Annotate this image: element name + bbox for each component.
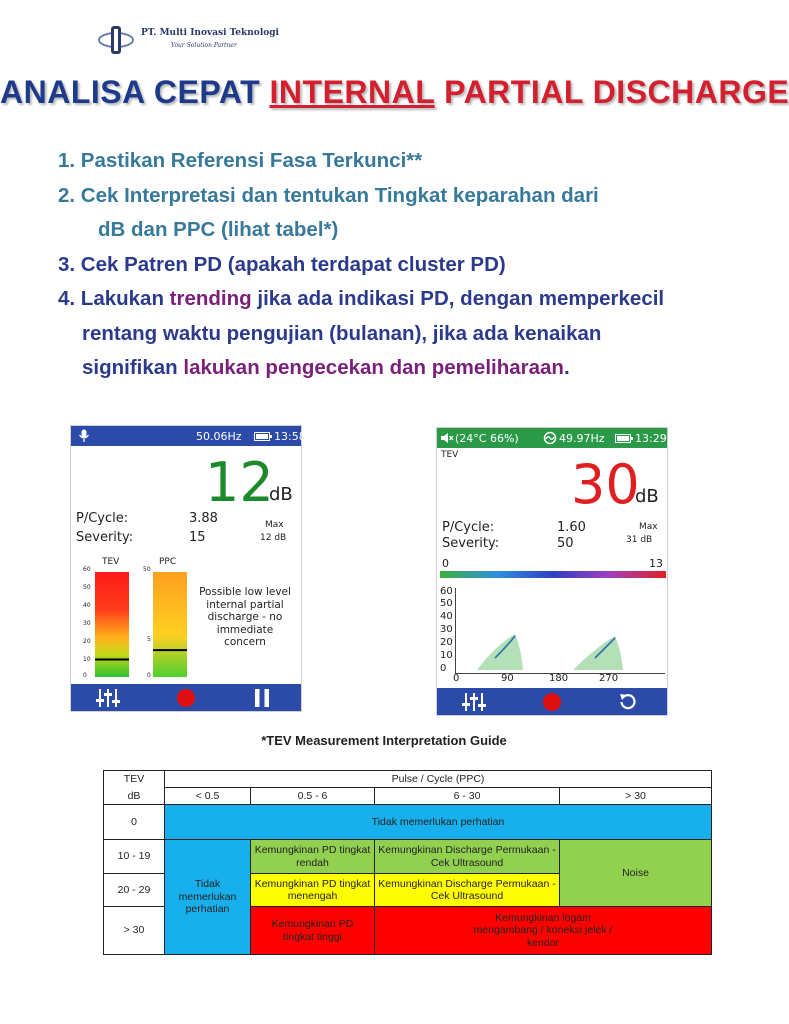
interpretation-table <box>103 770 712 955</box>
step-2: 2. Cek Interpretasi dan tentukan Tingkat keparahan dari <box>58 183 599 207</box>
device-2-severity-label: Severity: <box>442 536 500 551</box>
title-part-2: INTERNAL <box>269 74 435 110</box>
phase-sync-icon <box>543 431 557 445</box>
table-cell: Tidak memerlukan perhatian <box>165 805 712 840</box>
step-1: 1. Pastikan Referensi Fasa Terkunci** <box>58 149 423 172</box>
speaker-muted-icon <box>440 432 454 444</box>
settings-sliders-icon[interactable] <box>461 692 487 712</box>
db-header: dB <box>104 788 165 805</box>
row-header: 20 - 29 <box>104 874 165 907</box>
steps-list <box>58 144 758 386</box>
title-part-3: PARTIAL DISCHARGE <box>434 74 789 110</box>
ppc-tick: 0 <box>147 672 151 679</box>
row-header: > 30 <box>104 907 165 955</box>
tev-level-bar <box>95 572 129 677</box>
table-cell: Kemungkinan PD tingkat rendah <box>251 840 375 874</box>
color-scale-max: 13 <box>649 557 663 570</box>
step-4 <box>58 282 758 317</box>
device-2-status-bar <box>437 428 667 448</box>
device-1-tev-label: TEV <box>102 557 120 567</box>
device-1-message <box>191 586 299 649</box>
battery-icon <box>254 432 272 441</box>
tev-header: TEV <box>104 771 165 788</box>
scatter-x-tick: 270 <box>599 673 619 684</box>
record-icon[interactable] <box>176 688 196 708</box>
scatter-y-tick: 60 <box>440 586 453 597</box>
device-1-ppc-label: PPC <box>159 557 177 567</box>
table-subheader-row <box>104 788 712 805</box>
device-1-time: 13:58 <box>274 430 306 443</box>
table-cell: Kemungkinan PD tingkat tinggi <box>251 907 375 955</box>
device-1-unit: dB <box>269 484 293 505</box>
table-row <box>104 805 712 840</box>
tev-tick: 10 <box>83 656 91 663</box>
step-4-signifikan: signifikan <box>82 356 184 379</box>
device-2-frequency: 49.97Hz <box>559 432 605 445</box>
step-4-text-b: jika ada indikasi PD, dengan memperkecil <box>251 287 665 310</box>
tev-tick: 20 <box>83 638 91 645</box>
ppc-header: Pulse / Cycle (PPC) <box>165 771 712 788</box>
col-header: 6 - 30 <box>375 788 560 805</box>
settings-sliders-icon[interactable] <box>95 688 121 708</box>
scatter-y-tick: 20 <box>440 637 453 648</box>
scatter-x-tick: 180 <box>549 673 569 684</box>
logo-mark-icon <box>96 20 136 60</box>
device-2-pcycle-label: P/Cycle: <box>442 520 495 535</box>
device-1-toolbar <box>71 684 301 711</box>
step-4-end <box>58 351 758 386</box>
device-2-unit: dB <box>635 486 659 507</box>
device-1-message-line: immediate <box>216 623 274 636</box>
table-cell: Noise <box>560 840 712 907</box>
step-3: 3. Cek Patren PD (apakah terdapat cluster PD) <box>58 252 506 276</box>
scatter-y-tick: 0 <box>440 663 447 674</box>
device-screen-1 <box>70 425 306 712</box>
scatter-x-tick: 90 <box>501 673 514 684</box>
device-1-frequency: 50.06Hz <box>196 430 242 443</box>
row-header: 0 <box>104 805 165 840</box>
table-row <box>104 840 712 874</box>
logo-tagline: Your Solution Partner <box>171 42 237 49</box>
step-4-text-a: 4. Lakukan <box>58 287 170 310</box>
ppc-tick: 50 <box>143 566 151 573</box>
scatter-y-tick: 10 <box>440 650 453 661</box>
col-header: > 30 <box>560 788 712 805</box>
device-1-pcycle-value: 3.88 <box>189 511 218 526</box>
color-scale-min: 0 <box>442 557 449 570</box>
table-cell: Kemungkinan Discharge Permukaan - Cek Ultrasound <box>375 840 560 874</box>
device-1-reading: 12 <box>205 451 274 514</box>
device-2-severity-value: 50 <box>557 536 574 551</box>
scatter-x-tick: 0 <box>453 673 460 684</box>
device-1-severity-value: 15 <box>189 530 206 545</box>
phase-resolved-scatter-plot <box>455 588 665 674</box>
tev-tick: 50 <box>83 584 91 591</box>
row-header: 10 - 19 <box>104 840 165 874</box>
col-header: < 0.5 <box>165 788 251 805</box>
table-cell: Tidak memerlukan perhatian <box>165 840 251 955</box>
device-1-message-line: Possible low level <box>199 586 291 598</box>
device-1-message-line: discharge - no <box>207 611 283 623</box>
device-1-pcycle-label: P/Cycle: <box>76 511 129 526</box>
table-cell: Kemungkinan logam mengambang / koneksi jelek / kendor <box>375 907 712 955</box>
ppc-level-bar <box>153 572 187 677</box>
device-1-message-line: internal partial <box>206 598 284 611</box>
device-2-mode: TEV <box>441 450 459 460</box>
device-2-time: 13:29 <box>635 432 667 445</box>
device-1-max-value: 12 dB <box>260 533 287 543</box>
record-icon[interactable] <box>542 692 562 712</box>
step-4-continued: rentang waktu pengujian (bulanan), jika ada kenaikan <box>82 321 602 345</box>
tev-tick: 30 <box>83 620 91 627</box>
battery-icon <box>615 434 633 443</box>
color-scale-bar <box>440 571 666 578</box>
scatter-y-tick: 40 <box>440 611 453 622</box>
device-1-status-bar <box>71 426 306 446</box>
title-part-1: ANALISA CEPAT <box>0 74 270 110</box>
company-logo <box>96 20 296 60</box>
step-4-trending: trending <box>169 287 252 310</box>
page-title <box>0 74 789 111</box>
scatter-y-tick: 30 <box>440 624 453 635</box>
microphone-icon <box>78 429 90 443</box>
step-2-continued: dB dan PPC (lihat tabel*) <box>98 218 339 241</box>
device-2-max-value: 31 dB <box>626 535 653 545</box>
table-cell: Kemungkinan Discharge Permukaan - Cek Ultrasound <box>375 874 560 907</box>
ppc-tick: 5 <box>147 636 151 643</box>
device-1-severity-label: Severity: <box>76 530 134 545</box>
reset-icon[interactable] <box>617 691 639 713</box>
device-2-toolbar <box>437 688 667 715</box>
device-2-reading: 30 <box>571 453 640 516</box>
device-2-environment: (24°C 66%) <box>455 432 519 445</box>
device-1-message-line: concern <box>224 636 266 648</box>
step-4-action: lakukan pengecekan dan pemeliharaan <box>183 356 564 379</box>
device-1-max-label: Max <box>265 520 284 530</box>
scatter-y-tick: 50 <box>440 598 453 609</box>
device-2-pcycle-value: 1.60 <box>557 520 586 535</box>
logo-company-name: PT. Multi Inovasi Teknologi <box>141 28 279 38</box>
tev-tick: 0 <box>83 672 87 679</box>
device-screen-2 <box>436 427 668 716</box>
guide-title: *TEV Measurement Interpretation Guide <box>261 733 507 748</box>
pause-icon[interactable] <box>252 688 272 708</box>
table-cell: Kemungkinan PD tingkat menengah <box>251 874 375 907</box>
col-header: 0.5 - 6 <box>251 788 375 805</box>
device-2-max-label: Max <box>639 522 658 532</box>
step-4-period: . <box>563 356 570 379</box>
tev-tick: 40 <box>83 602 91 609</box>
tev-tick: 60 <box>83 566 91 573</box>
table-header-row <box>104 771 712 788</box>
